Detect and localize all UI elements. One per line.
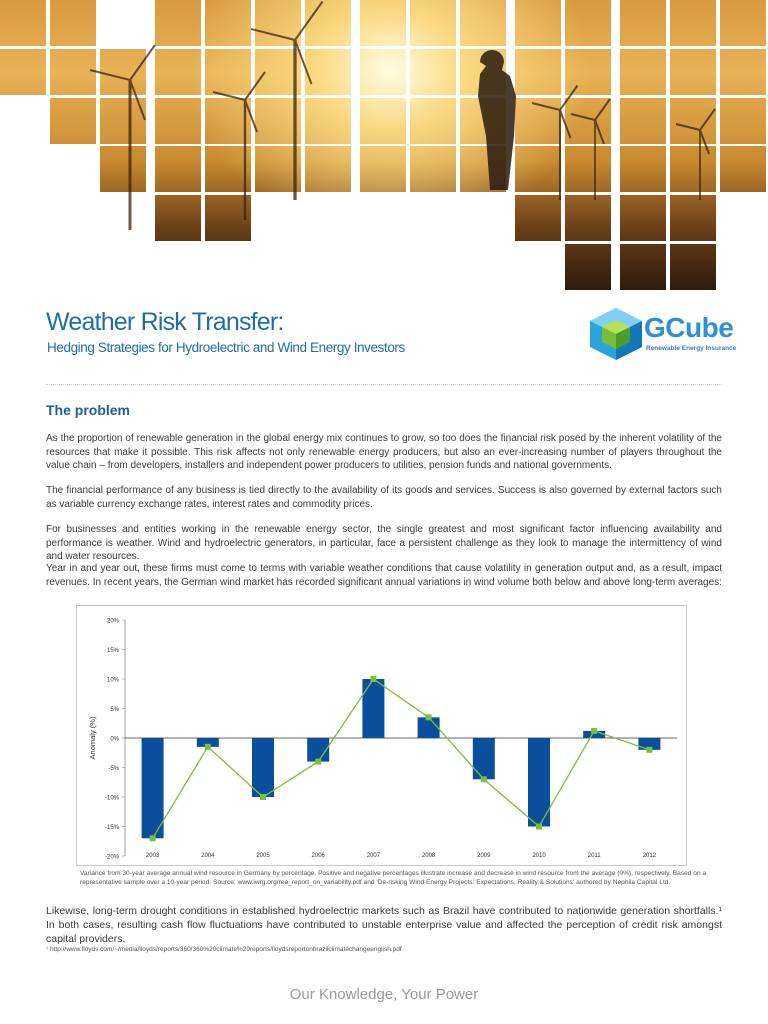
- y-tick-label: 5%: [110, 707, 119, 713]
- line-point-2010: [536, 824, 542, 830]
- paragraph-1: As the proportion of renewable generation in the global energy mix continues to grow, so too does the financial risk posed by the inherent volatility of the resources that make it possible. This risk affects not only renewable energy producers, but also an ever-increasing number of players throughout the value chain – from developers, installers and independent power producers to utilities, pension funds and national governments.: [46, 433, 722, 471]
- chart-canvas: [77, 606, 686, 865]
- line-point-2012: [646, 747, 652, 753]
- logo-wordmark: GCube: [644, 312, 734, 343]
- x-tick-label: 2009: [477, 853, 491, 859]
- y-tick-label: 15%: [106, 648, 119, 654]
- wind-turbine-icon: [676, 109, 715, 200]
- x-tick-label: 2003: [145, 853, 160, 859]
- footnote: ¹ http://www.lloyds.com/~/media/lloyds/reports/360/360%20climate%20reports/lloydsreportonbrazilclimatechangeenglish.pdf: [46, 946, 402, 953]
- x-tick-label: 2008: [421, 853, 436, 859]
- trend-line: [153, 679, 650, 838]
- paragraph-3: For businesses and entities working in the renewable energy sector, the single greatest and most significant factor influencing availability and performance is weather. Wind and hydroelectric generators, in particular, face a persistent challenge as they look to manage the intermittency of wind and water resources.: [46, 524, 722, 562]
- line-point-2004: [205, 744, 211, 750]
- line-point-2007: [370, 676, 376, 682]
- line-point-2003: [150, 835, 156, 841]
- y-tick-label: -20%: [104, 854, 119, 861]
- wind-turbine-icon: [90, 45, 155, 230]
- header-divider: [46, 384, 722, 385]
- paragraph-2: The financial performance of any business is tied directly to the availability of its goods and services. Success is also governed by external factors such as variable currency exchange rates, interest rates and commodity prices.: [46, 485, 722, 510]
- document-subtitle: Hedging Strategies for Hydroelectric and Wind Energy Investors: [47, 340, 405, 355]
- cube-logo-icon: [588, 306, 644, 362]
- hero-image-mosaic: [0, 0, 768, 292]
- worker-silhouette: [478, 50, 516, 190]
- line-point-2005: [260, 794, 266, 800]
- y-tick-label: -15%: [104, 825, 119, 831]
- wind-turbine-icon: [251, 2, 323, 201]
- bar-2007: [362, 679, 384, 738]
- bar-2005: [252, 738, 274, 797]
- wind-turbine-icon: [571, 99, 610, 200]
- x-tick-label: 2005: [256, 853, 270, 859]
- bar-2008: [418, 717, 440, 738]
- y-tick-label: -10%: [104, 795, 119, 802]
- bar-2003: [142, 738, 164, 838]
- x-tick-label: 2004: [201, 853, 215, 859]
- x-tick-label: 2007: [366, 853, 381, 859]
- line-point-2011: [591, 728, 597, 734]
- y-tick-label: -5%: [108, 766, 119, 772]
- y-tick-label: 0%: [110, 736, 119, 743]
- wind-turbine-silhouettes: [0, 0, 768, 292]
- paragraph-4: Year in and year out, these firms must come to terms with variable weather conditions that cause volatility in generation output and, as a result, impact revenues. In recent years, the German wind market has recorded significant annual variations in wind volume both below and above long-term averages:: [46, 563, 722, 588]
- logo-tagline: Renewable Energy Insurance: [646, 345, 737, 352]
- wind-anomaly-chart: [76, 605, 687, 866]
- x-tick-label: 2010: [532, 853, 546, 859]
- wind-turbine-icon: [532, 86, 578, 201]
- line-point-2006: [315, 759, 321, 765]
- section-heading: The problem: [46, 402, 131, 418]
- y-tick-label: 20%: [106, 618, 119, 625]
- line-point-2009: [481, 776, 487, 782]
- paragraph-5: Likewise, long-term drought conditions in established hydroelectric markets such as Brazil have contributed to nationwide generation shortfalls.¹ In both cases, resulting cash flow fluctuations have contributed to unstable enterprise value and affected the perception of credit risk amongst capital providers.: [46, 905, 722, 945]
- chart-caption: Variance from 30-year average annual wind resource in Germany by percentage. Positive and negative percentages illustrate increase and decrease in wind resource from the average (0%), respectively. Based on a representative sample over a 10-year period. Source: www.iwrg.org/rea_report_on_variability.pdf and 'De-risking Wind Energy Projects: Expectations, Reality & Solutions' authored by Nephila Capital Ltd.: [80, 870, 707, 886]
- x-tick-label: 2011: [587, 853, 601, 859]
- y-axis-title: Anomaly (%): [88, 716, 97, 760]
- document-title: Weather Risk Transfer:: [46, 308, 284, 336]
- line-point-2008: [426, 714, 432, 720]
- y-tick-label: 10%: [106, 677, 119, 684]
- x-tick-label: 2006: [311, 853, 325, 859]
- bar-2009: [473, 738, 495, 779]
- x-tick-label: 2012: [642, 853, 657, 859]
- gcube-logo: [588, 306, 737, 364]
- footer-tagline: Our Knowledge, Your Power: [289, 986, 479, 1003]
- wind-turbine-icon: [213, 72, 265, 220]
